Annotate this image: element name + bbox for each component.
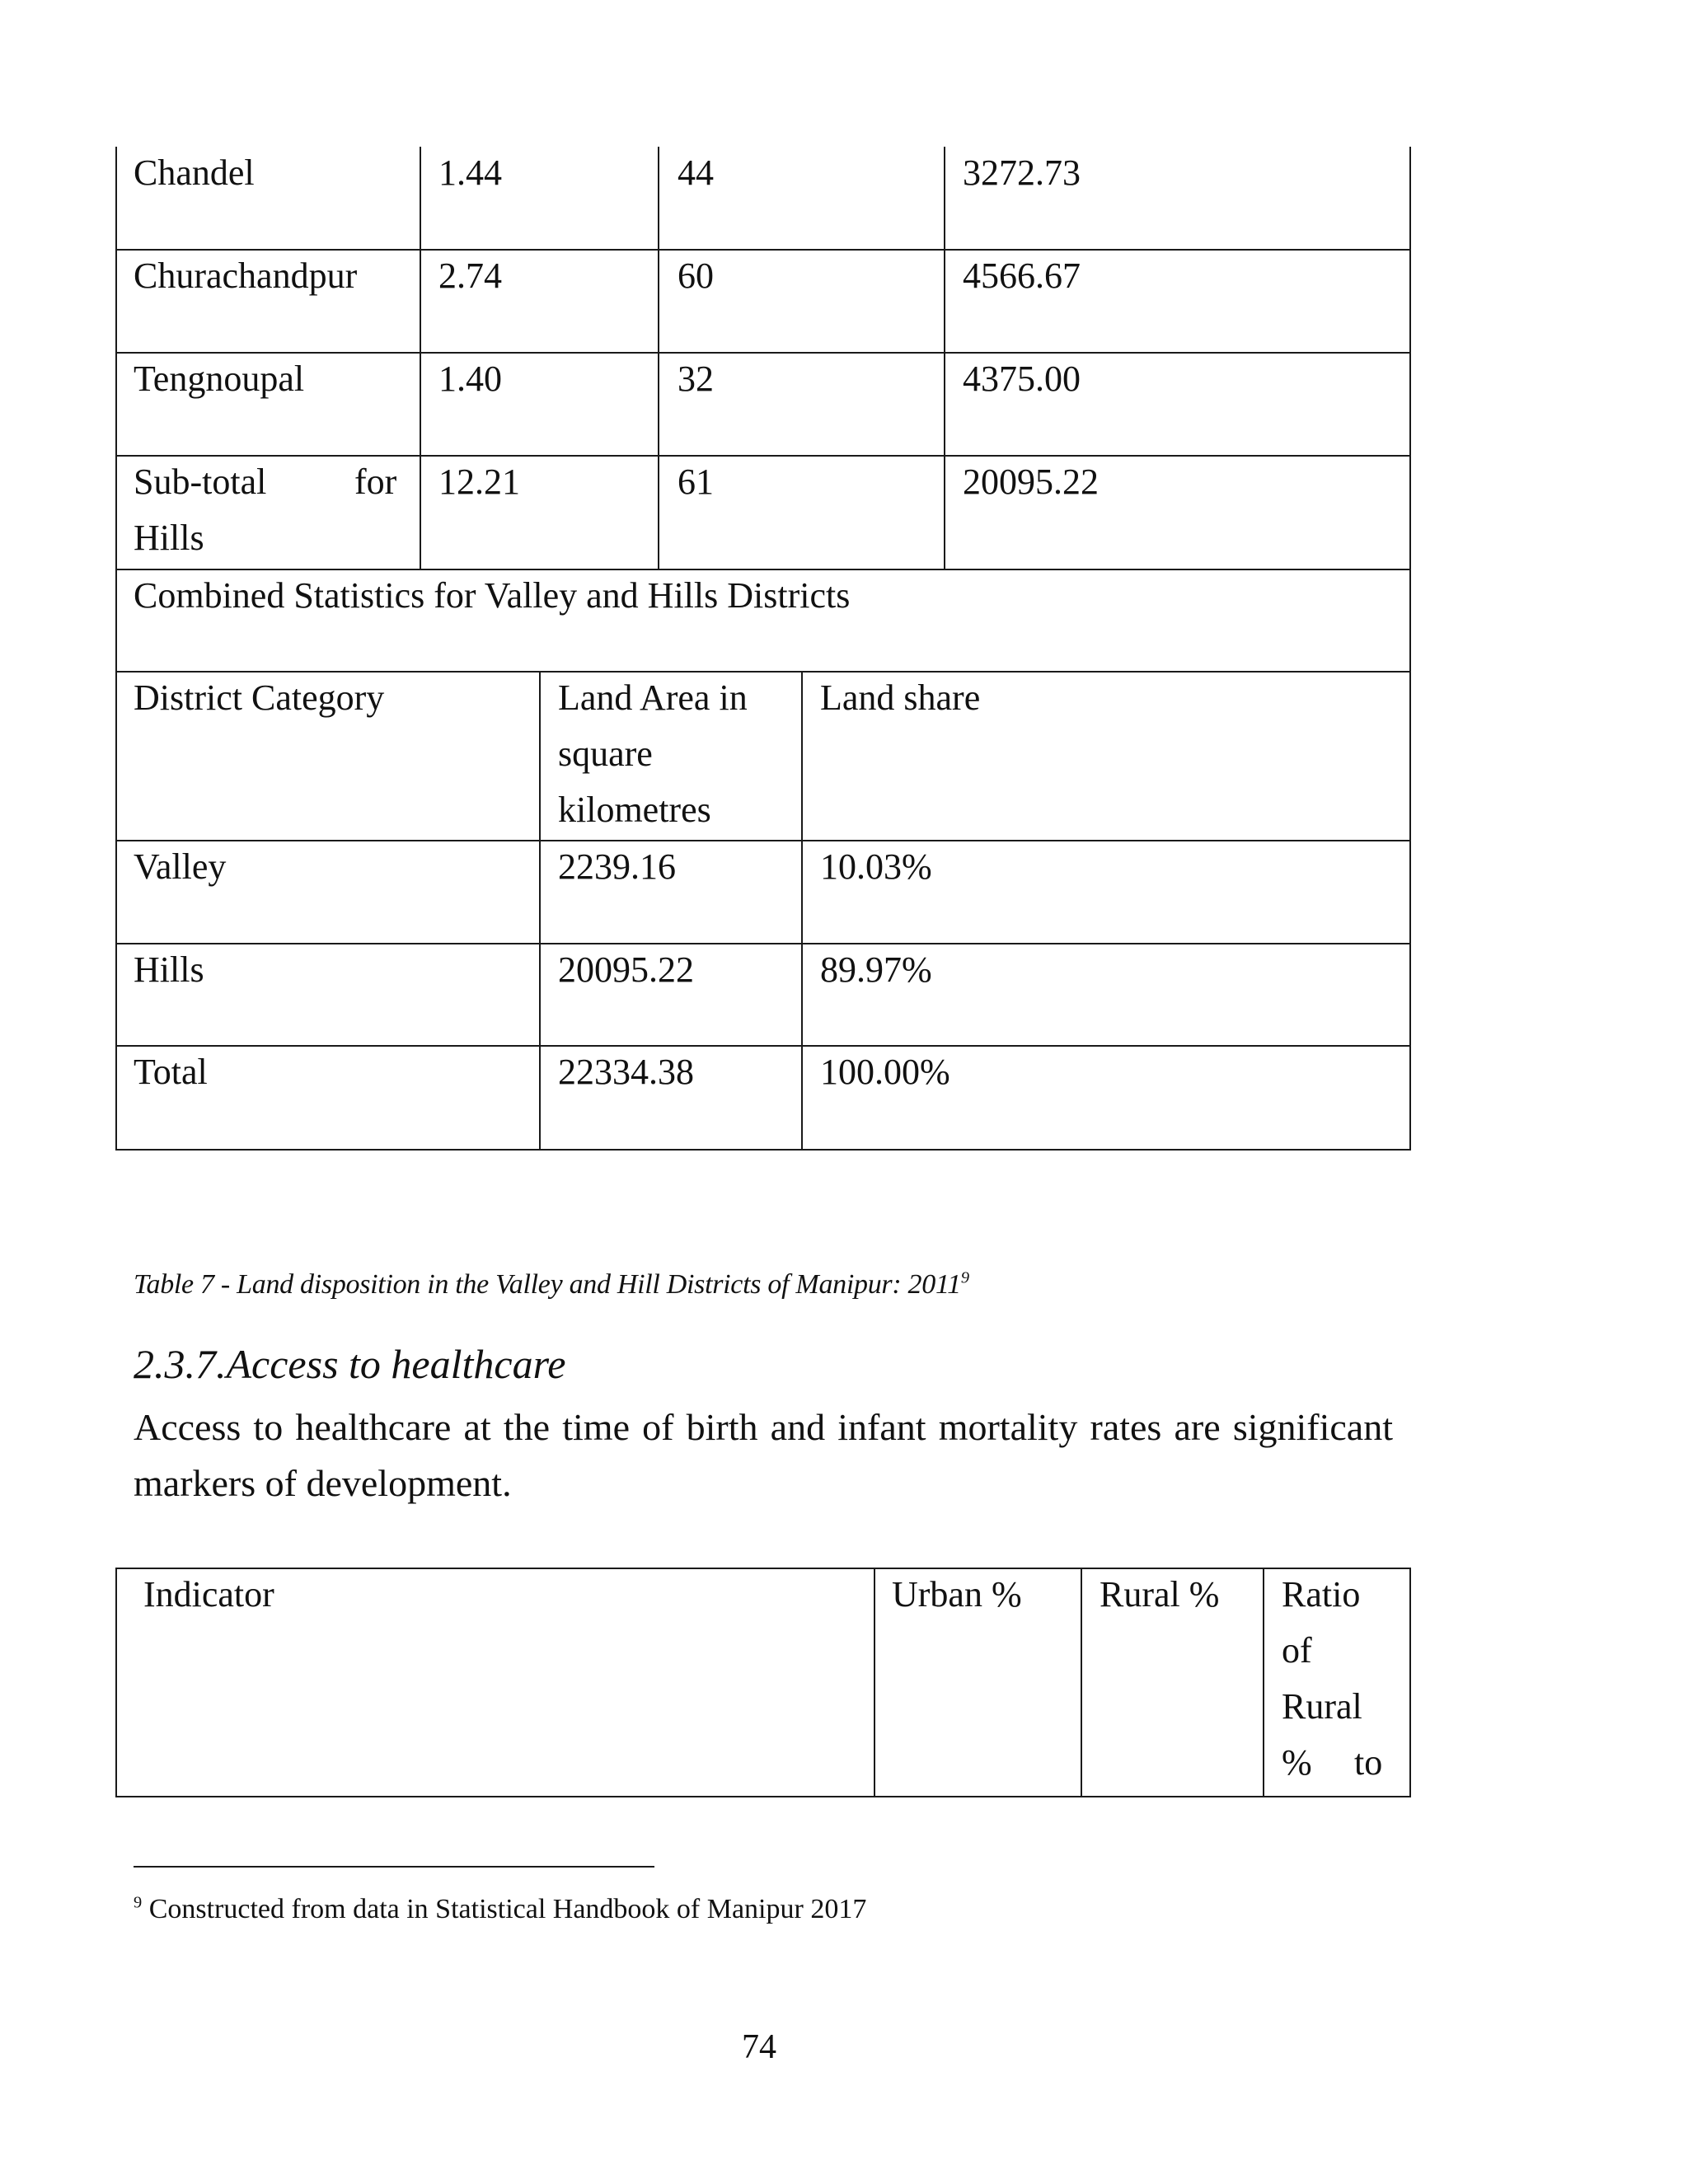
district-name: Chandel [134, 152, 255, 193]
header-ratio: to [1354, 1742, 1383, 1783]
district-name: Churachandpur [134, 255, 358, 296]
section-paragraph: Access to healthcare at the time of birth and infant mortality rates are significant markers of development. [134, 1406, 1393, 1504]
district-name: Tengnoupal [134, 359, 305, 399]
cell-value: 4566.67 [963, 255, 1081, 296]
footnote-mark: 9 [134, 1893, 143, 1912]
cell-value: 1.40 [438, 359, 502, 399]
cell-value: 100.00% [820, 1052, 950, 1092]
footnote-separator [134, 1866, 654, 1868]
cell-value: 10.03% [820, 846, 932, 887]
cell-value: 32 [678, 359, 714, 399]
category-name: Total [134, 1052, 208, 1092]
cell-value: 22334.38 [558, 1052, 694, 1092]
cell-value: 60 [678, 255, 714, 296]
cell-value: 4375.00 [963, 359, 1081, 399]
footnote [134, 1894, 866, 1925]
page-number: 74 [742, 2028, 776, 2066]
header-ratio: Rural [1282, 1686, 1362, 1727]
subtotal-label: Sub-total [134, 462, 267, 502]
category-name: Hills [134, 949, 204, 990]
header-indicator: Indicator [143, 1574, 274, 1615]
cell-value: 20095.22 [558, 949, 694, 990]
header-land-area: Land Area in [558, 677, 748, 718]
header-ratio: % [1282, 1742, 1312, 1783]
caption-text: Table 7 - Land disposition in the Valley and Hill Districts of Manipur: 2011 [134, 1269, 961, 1300]
section-heading: 2.3.7.Access to healthcare [134, 1341, 566, 1387]
header-rural: Rural % [1100, 1574, 1220, 1615]
cell-value: 3272.73 [963, 152, 1081, 193]
header-urban: Urban % [892, 1574, 1022, 1615]
cell-value: 44 [678, 152, 714, 193]
cell-value: 89.97% [820, 949, 932, 990]
cell-value: 12.21 [438, 462, 520, 502]
cell-value: 20095.22 [963, 462, 1099, 502]
footnote-ref[interactable]: 9 [960, 1268, 969, 1287]
header-ratio: Ratio [1282, 1574, 1361, 1615]
header-land-share: Land share [820, 677, 981, 718]
category-name: Valley [134, 846, 227, 887]
header-land-area: kilometres [558, 790, 711, 830]
header-district-category: District Category [134, 677, 385, 718]
table-caption [134, 1269, 969, 1301]
header-land-area: square [558, 733, 653, 774]
footnote-text: Constructed from data in Statistical Handbook of Manipur 2017 [148, 1894, 867, 1924]
cell-value: 2.74 [438, 255, 502, 296]
subtotal-label-for: for [354, 462, 397, 502]
cell-value: 1.44 [438, 152, 502, 193]
header-ratio: of [1282, 1630, 1312, 1671]
subtotal-label-hills: Hills [134, 518, 204, 558]
combined-title: Combined Statistics for Valley and Hills Districts [134, 575, 851, 616]
cell-value: 61 [678, 462, 714, 502]
cell-value: 2239.16 [558, 846, 676, 887]
